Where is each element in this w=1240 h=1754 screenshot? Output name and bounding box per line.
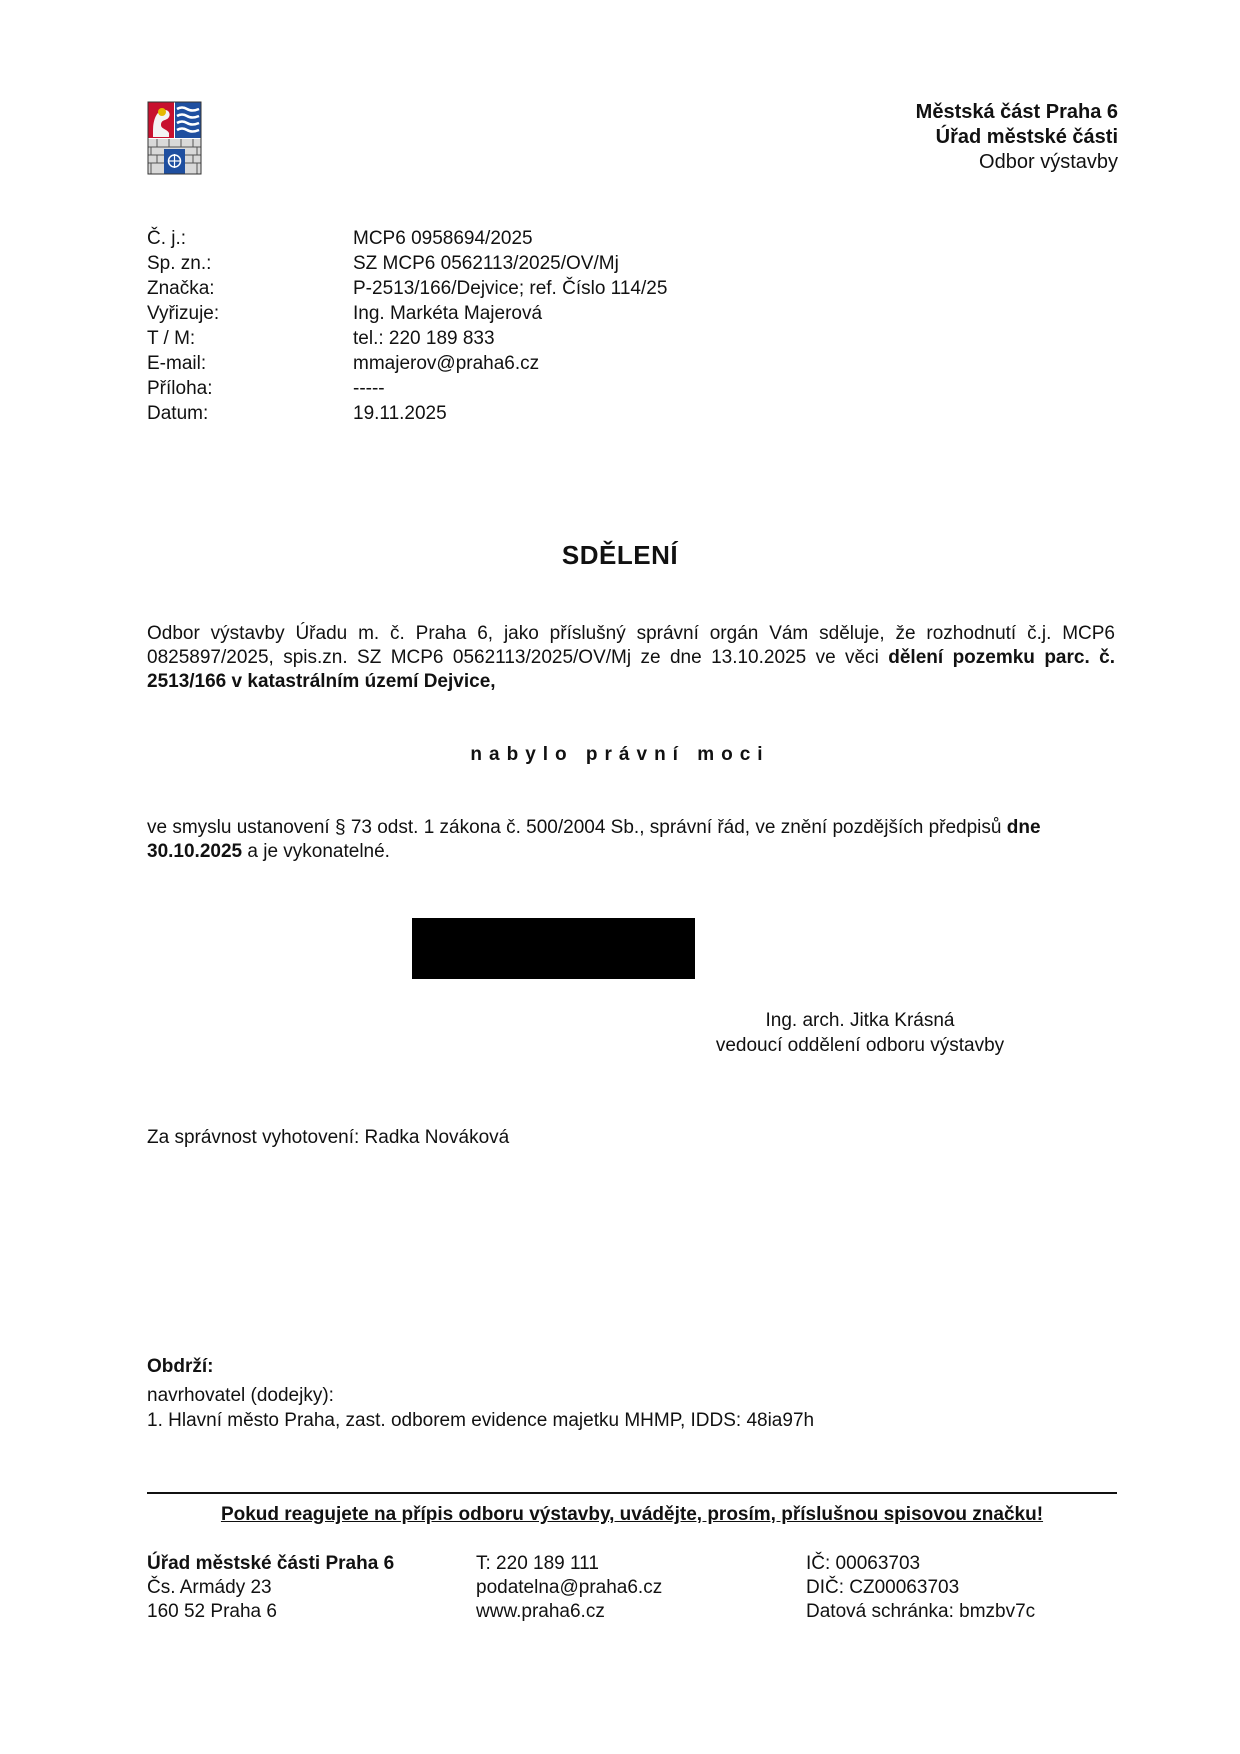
footer-street: Čs. Armády 23	[147, 1577, 272, 1598]
reference-value: 19.11.2025	[353, 403, 447, 424]
reference-row	[147, 326, 667, 351]
issuing-authority	[916, 100, 1118, 175]
footer-ico: IČ: 00063703	[806, 1553, 921, 1574]
notice-paragraph	[147, 622, 1115, 694]
reference-value: P-2513/166/Dejvice; ref. Číslo 114/25	[353, 278, 668, 299]
praha6-coat-of-arms-icon	[147, 101, 202, 175]
org-department: Odbor výstavby	[979, 151, 1118, 173]
footer-phone: T: 220 189 111	[476, 1553, 599, 1574]
legal-basis-paragraph	[147, 816, 1115, 864]
redacted-signature	[412, 918, 695, 979]
footer-ids	[806, 1552, 1035, 1624]
footer-notice: Pokud reagujete na přípis odboru výstavby, uvádějte, prosím, příslušnou spisovou značku!	[220, 1504, 1044, 1525]
recipient-item: 1. Hlavní město Praha, zast. odborem evidence majetku MHMP, IDDS: 48ia97h	[147, 1410, 815, 1431]
legal-effect-statement: nabylo právní moci	[470, 744, 770, 765]
reference-value: MCP6 0958694/2025	[353, 228, 533, 249]
reference-label: Sp. zn.:	[147, 253, 212, 274]
recipients-section	[147, 1354, 814, 1433]
reference-row	[147, 401, 667, 426]
document-title: SDĚLENÍ	[561, 540, 679, 570]
footer-address	[147, 1552, 394, 1624]
reference-value: tel.: 220 189 833	[353, 328, 495, 349]
reference-value: mmajerov@praha6.cz	[353, 353, 540, 374]
reference-label: Č. j.:	[147, 228, 187, 249]
reference-row	[147, 251, 667, 276]
reference-value: -----	[353, 378, 385, 399]
signatory-role: vedoucí oddělení odboru výstavby	[715, 1035, 1005, 1056]
legal-basis-text: ve smyslu ustanovení § 73 odst. 1 zákona č. 500/2004 Sb., správní řád, ve znění pozdějších předpisů	[147, 817, 1007, 838]
recipients-heading: Obdrží:	[147, 1356, 214, 1377]
reference-label: Vyřizuje:	[147, 303, 220, 324]
reference-label: E-mail:	[147, 353, 207, 374]
footer-dic: DIČ: CZ00063703	[806, 1577, 960, 1598]
reference-label: Datum:	[147, 403, 209, 424]
recipients-group: navrhovatel (dodejky):	[147, 1385, 334, 1406]
reference-value: Ing. Markéta Majerová	[353, 303, 543, 324]
footer-divider	[147, 1492, 1117, 1494]
signature-block	[680, 1008, 1040, 1058]
footer-contact	[476, 1552, 662, 1624]
reference-label: Příloha:	[147, 378, 213, 399]
footer-office-name: Úřad městské části Praha 6	[147, 1553, 395, 1574]
footer-databox: Datová schránka: bmzbv7c	[806, 1601, 1036, 1622]
reference-row	[147, 301, 667, 326]
reference-table	[147, 226, 667, 426]
footer-website: www.praha6.cz	[476, 1601, 605, 1622]
correctness-note: Za správnost vyhotovení: Radka Nováková	[147, 1127, 510, 1148]
reference-row	[147, 276, 667, 301]
signatory-name: Ing. arch. Jitka Krásná	[765, 1010, 955, 1031]
notice-text: Odbor výstavby Úřadu m. č. Praha 6, jako příslušný správní orgán Vám sděluje, že rozhodnutí č.j. MCP6 0825897/2025, spis.zn. SZ MCP6 0562113/2025/OV/Mj ze dne 13.10.2025 ve věci	[147, 623, 1115, 668]
legal-basis-tail: a je vykonatelné.	[242, 841, 390, 862]
reference-value: SZ MCP6 0562113/2025/OV/Mj	[353, 253, 619, 274]
reference-row	[147, 226, 667, 251]
org-office: Úřad městské části	[935, 126, 1118, 148]
reference-label: Značka:	[147, 278, 215, 299]
effective-date: dne 30.10.2025	[147, 817, 1041, 862]
reference-row	[147, 351, 667, 376]
reference-label: T / M:	[147, 328, 196, 349]
notice-subject: dělení pozemku parc. č. 2513/166 v katastrálním území Dejvice,	[147, 647, 1115, 692]
footer-email: podatelna@praha6.cz	[476, 1577, 663, 1598]
org-name: Městská část Praha 6	[915, 101, 1118, 123]
reference-row	[147, 376, 667, 401]
footer-city: 160 52 Praha 6	[147, 1601, 277, 1622]
